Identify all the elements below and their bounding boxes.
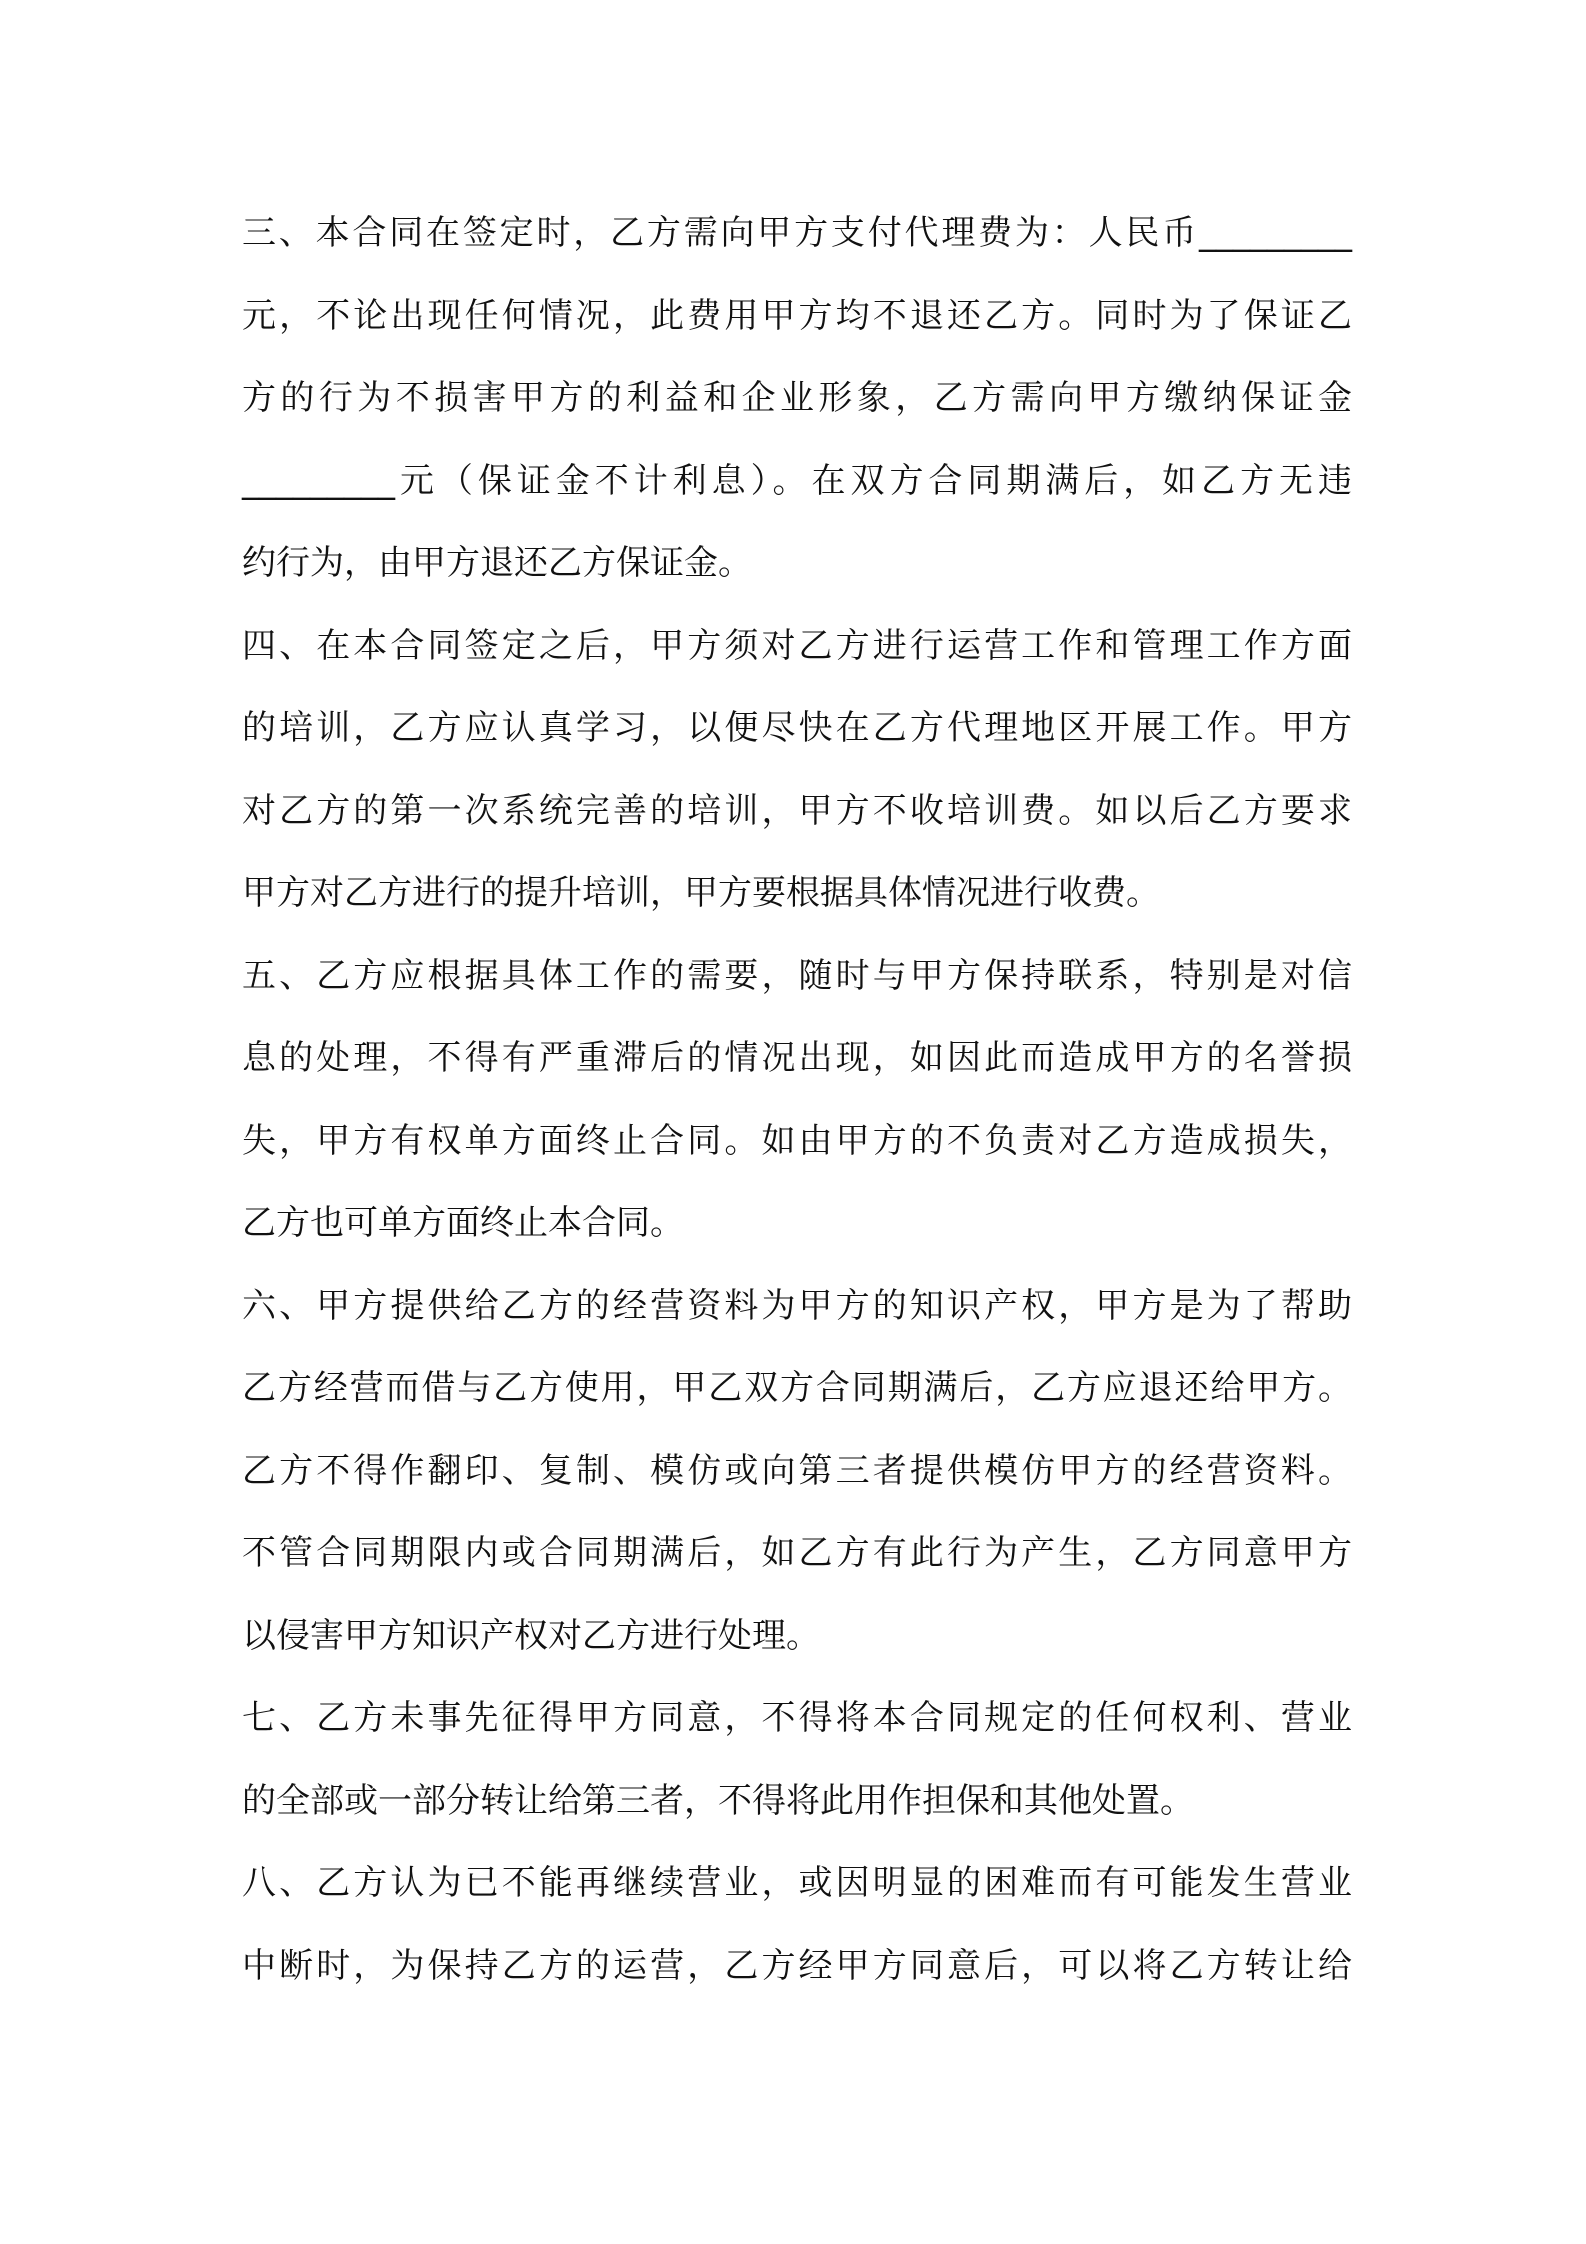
text-line: 乙方也可单方面终止本合同。 <box>242 1203 684 1243</box>
text-line: 息的处理，不得有严重滞后的情况出现，如因此而造成甲方的名誉损 <box>242 1038 1352 1078</box>
text-line: 的全部或一部分转让给第三者，不得将此用作担保和其他处置。 <box>242 1780 1194 1821</box>
text-line: 不管合同期限内或合同期满后，如乙方有此行为产生，乙方同意甲方 <box>242 1533 1352 1573</box>
text-line: 四、在本合同签定之后，甲方须对乙方进行运营工作和管理工作方面 <box>242 625 1352 666</box>
text-line: 失，甲方有权单方面终止合同。如由甲方的不负责对乙方造成损失， <box>242 1120 1352 1161</box>
text-line: 约行为，由甲方退还乙方保证金。 <box>242 543 752 583</box>
text-line: 以侵害甲方知识产权对乙方进行处理。 <box>242 1615 820 1656</box>
text-line: 元，不论出现任何情况，此费用甲方均不退还乙方。同时为了保证乙 <box>242 295 1352 336</box>
text-line: 七、乙方未事先征得甲方同意，不得将本合同规定的任何权利、营业 <box>242 1698 1352 1738</box>
text-line: 中断时，为保持乙方的运营，乙方经甲方同意后，可以将乙方转让给 <box>242 1945 1352 1986</box>
contract-text-body <box>242 192 1352 2007</box>
text-line: 六、甲方提供给乙方的经营资料为甲方的知识产权，甲方是为了帮助 <box>242 1285 1352 1326</box>
text-line: 五、乙方应根据具体工作的需要，随时与甲方保持联系，特别是对信 <box>242 955 1352 996</box>
text-line: 的培训，乙方应认真学习，以便尽快在乙方代理地区开展工作。甲方 <box>242 708 1352 748</box>
text-line: 方的行为不损害甲方的利益和企业形象，乙方需向甲方缴纳保证金 <box>242 378 1352 418</box>
text-line: _________元（保证金不计利息）。在双方合同期满后，如乙方无违 <box>242 460 1352 501</box>
text-line: 三、本合同在签定时，乙方需向甲方支付代理费为：人民币_________ <box>242 213 1352 253</box>
text-line: 甲方对乙方进行的提升培训，甲方要根据具体情况进行收费。 <box>242 873 1160 913</box>
text-line: 乙方经营而借与乙方使用，甲乙双方合同期满后，乙方应退还给甲方。 <box>242 1368 1352 1408</box>
text-line: 对乙方的第一次系统完善的培训，甲方不收培训费。如以后乙方要求 <box>242 790 1352 831</box>
text-line: 乙方不得作翻印、复制、模仿或向第三者提供模仿甲方的经营资料。 <box>242 1450 1352 1491</box>
text-line: 八、乙方认为已不能再继续营业，或因明显的困难而有可能发生营业 <box>242 1863 1352 1903</box>
